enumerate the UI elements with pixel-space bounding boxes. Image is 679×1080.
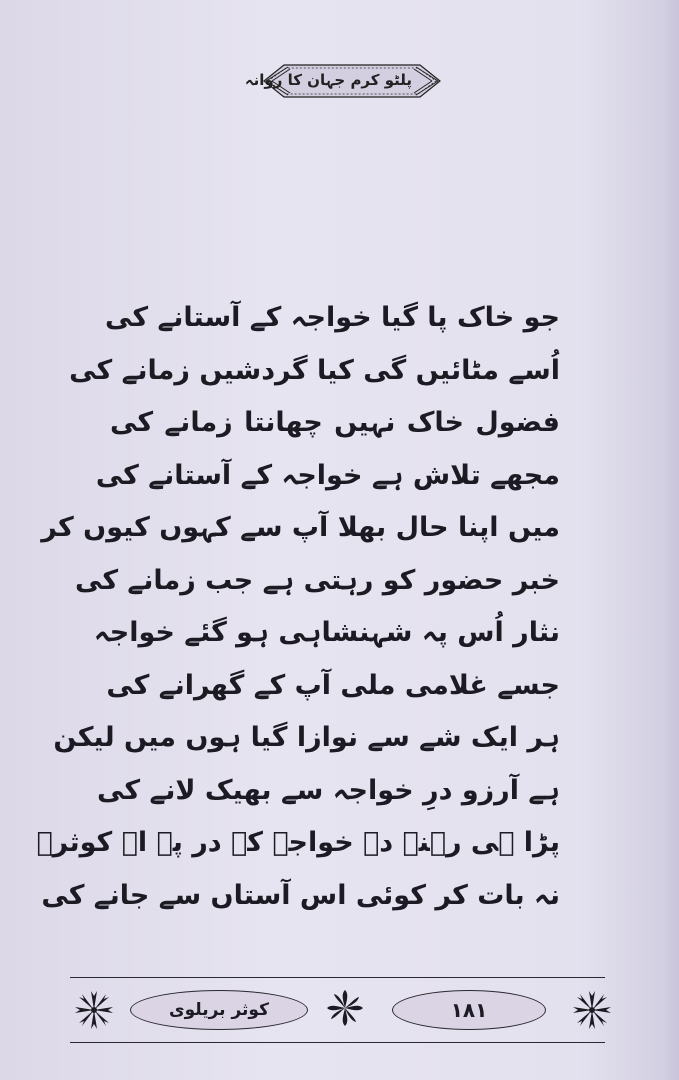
poem [36,292,560,922]
verse-line-12: نہ بات کر کوئی اس آستاں سے جانے کی [41,879,560,911]
verse-line-3: فضول خاک نہیں چھانتا زمانے کی [110,407,560,438]
verse-line-11: پڑا ہی رہنے دے خواجہ کے در پہ اے کوثرؔ [36,827,560,858]
footer-rule-top [70,977,605,978]
verse-line-9: ہر ایک شے سے نوازا گیا ہوں میں لیکن [53,722,560,753]
page-edge-shadow [665,0,679,1080]
footer-rule-bottom [70,1042,605,1043]
pinwheel-ornament-icon [325,988,365,1028]
verse-line-7: نثار اُس پہ شہنشاہی ہو گئے خواجہ [93,617,560,648]
header-title: پلٹو کرم جہان کا روانہ [244,71,412,89]
verse-line-4: مجھے تلاش ہے خواجہ کے آستانے کی [95,459,560,491]
flower-ornament-icon [72,988,116,1032]
verse-line-8: جسے غلامی ملی آپ کے گھرانے کی [106,669,560,701]
verse-line-6: خبر حضور کو رہتی ہے جب زمانے کی [75,564,560,596]
running-header [244,63,442,99]
verse-line-5: میں اپنا حال بھلا آپ سے کہوں کیوں کر [41,512,560,543]
page-number-badge: ۱۸۱ [392,990,546,1030]
author-name-badge: کوثر بریلوی [130,990,308,1030]
verse-line-1: جو خاک پا گیا خواجہ کے آستانے کی [105,302,560,333]
verse-line-10: ہے آرزو درِ خواجہ سے بھیک لانے کی [97,774,560,806]
flower-ornament-icon [570,988,614,1032]
verse-line-2: اُسے مٹائیں گی کیا گردشیں زمانے کی [69,354,560,386]
